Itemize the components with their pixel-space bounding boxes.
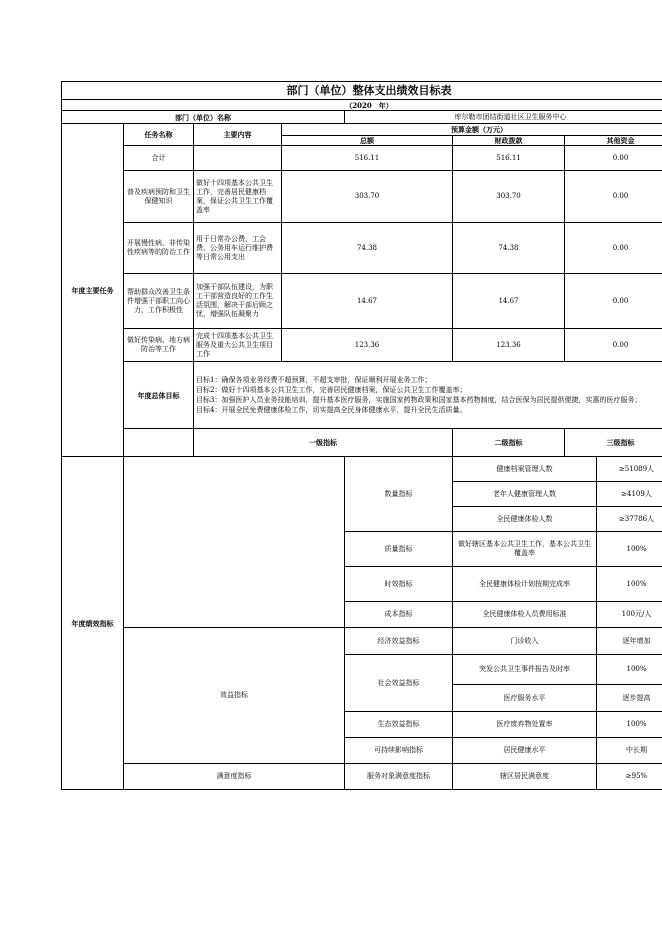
task-other: 0.00 [565, 146, 662, 171]
level1-benefit: 效益指标 [124, 628, 345, 764]
goal-item: 目标2：做好十四项基本公共卫生工作，完善居民健康档案，保证公共卫生工作覆盖率； [196, 386, 467, 394]
task-total: 14.67 [282, 274, 453, 329]
section-label-indicators: 年度绩效指标 [62, 457, 124, 790]
header-fiscal: 财政拨款 [453, 136, 565, 146]
level2-timeliness: 时效指标 [345, 567, 453, 602]
task-other: 0.00 [565, 329, 662, 362]
level2-quality: 质量指标 [345, 532, 453, 567]
performance-target-sheet [61, 81, 655, 790]
indicator-row [62, 628, 662, 655]
indicator-name: 辖区居民满意度 [453, 764, 597, 790]
goals-text [194, 362, 662, 429]
task-name: 做好传染病、地方病防治等工作 [124, 329, 194, 362]
task-content: 加强干部队伍建设，为职工干部营造良好的工作生活氛围，解决干部后顾之忧，增强队伍凝聚力 [194, 274, 282, 329]
task-other: 0.00 [565, 171, 662, 223]
task-content [194, 146, 282, 171]
task-row [62, 274, 662, 302]
indicator-name: 做好辖区基本公共卫生工作，基本公共卫生覆盖率 [453, 532, 597, 567]
task-row [62, 223, 662, 249]
header-total: 总额 [282, 136, 453, 146]
indicator-row [62, 457, 662, 482]
indicator-value: ≥37786人 [597, 507, 662, 532]
indicator-value: ≥51089人 [597, 457, 662, 482]
indicator-value: 逐年增加 [597, 628, 662, 655]
indicator-name: 居民健康水平 [453, 738, 597, 764]
indicator-name: 全民健康体检人员费用标准 [453, 602, 597, 628]
level1-blank [124, 457, 345, 628]
indicator-name: 全民健康体检计划按期完成率 [453, 567, 597, 602]
section-label-tasks: 年度主要任务 [62, 124, 124, 457]
level2-cost: 成本指标 [345, 602, 453, 628]
header-level3: 三级指标 [565, 429, 662, 457]
goal-item: 目标4：开展全民免费健康体检工作，切实提高全民身体健康水平，提升全民生活质量。 [196, 406, 467, 414]
indicator-value: 100% [597, 655, 662, 685]
task-name: 开展慢性病、非传染性疾病等的防治工作 [124, 223, 194, 274]
goal-item: 目标1：确保各项业务经费不超预算，不超支审批，保证顺利开展业务工作； [196, 376, 432, 384]
task-row [62, 146, 662, 159]
task-fiscal: 303.70 [453, 171, 565, 223]
task-name: 普及疾病预防和卫生保健知识 [124, 171, 194, 223]
task-other: 0.00 [565, 274, 662, 329]
performance-target-table [61, 81, 662, 790]
indicator-value: 100% [597, 532, 662, 567]
indicator-value: 100元/人 [597, 602, 662, 628]
level2-service: 服务对象满意度指标 [345, 764, 453, 790]
indicator-value: ≥95% [597, 764, 662, 790]
header-main-content: 主要内容 [194, 124, 282, 146]
indicator-name: 门诊收入 [453, 628, 597, 655]
header-budget: 预算金额（万元） [282, 124, 662, 136]
task-fiscal: 123.36 [453, 329, 565, 362]
level2-sustainable: 可持续影响指标 [345, 738, 453, 764]
task-total: 516.11 [282, 146, 453, 171]
header-task-name: 任务名称 [124, 124, 194, 146]
task-name: 合计 [124, 146, 194, 171]
level2-economic: 经济效益指标 [345, 628, 453, 655]
task-content: 完成十四项基本公共卫生服务及重大公共卫生项目工作 [194, 329, 282, 362]
level2-quantity: 数量指标 [345, 457, 453, 532]
indicator-name: 全民健康体检人数 [453, 507, 597, 532]
task-total: 303.70 [282, 171, 453, 223]
header-level1: 一级指标 [194, 429, 453, 457]
dept-name: 库尔勒市团结街道社区卫生服务中心 [345, 111, 662, 124]
task-row [62, 329, 662, 346]
year-label: （2020 年） [62, 100, 662, 111]
task-name: 帮助群众改善卫生条件增强干部职工向心力，工作积极性 [124, 274, 194, 329]
indicator-value: 100% [597, 567, 662, 602]
indicator-name: 突发公共卫生事件报告及时率 [453, 655, 597, 685]
indicator-row [62, 764, 662, 790]
level2-ecological: 生态效益指标 [345, 712, 453, 738]
table-title: 部门（单位）整体支出绩效目标表 [62, 82, 662, 100]
task-row [62, 171, 662, 197]
indicator-value: ≥4109人 [597, 482, 662, 507]
task-fiscal: 516.11 [453, 146, 565, 171]
task-fiscal: 74.38 [453, 223, 565, 274]
indicator-name: 医疗废弃物处置率 [453, 712, 597, 738]
task-other: 0.00 [565, 223, 662, 274]
indicator-name: 健康档案管理人数 [453, 457, 597, 482]
indicator-name: 医疗服务水平 [453, 685, 597, 712]
dept-label: 部门（单位）名称 [62, 111, 345, 124]
task-total: 74.38 [282, 223, 453, 274]
goal-item: 目标3：加强医护人员业务技能培训，提升基本医疗服务，实施国家药物政策和国家基本药物制度，结合医保为居民提供便捷，实惠的医疗服务； [196, 396, 642, 404]
task-content: 做好十四项基本公共卫生工作，完善居民健康档案，保证公共卫生工作覆盖率 [194, 171, 282, 223]
level1-satisfaction: 满意度指标 [124, 764, 345, 790]
task-total: 123.36 [282, 329, 453, 362]
indicator-name: 老年人健康管理人数 [453, 482, 597, 507]
section-label-goals: 年度总体目标 [124, 362, 194, 429]
level2-social: 社会效益指标 [345, 655, 453, 712]
blank-cell [124, 429, 194, 457]
indicator-value: 逐步提高 [597, 685, 662, 712]
task-fiscal: 14.67 [453, 274, 565, 329]
header-level2: 二级指标 [453, 429, 565, 457]
indicator-value: 100% [597, 712, 662, 738]
task-content: 用于日常办公费、工会费、公务用车运行维护费等日常公用支出 [194, 223, 282, 274]
indicator-value: 中长期 [597, 738, 662, 764]
header-other: 其他资金 [565, 136, 662, 146]
